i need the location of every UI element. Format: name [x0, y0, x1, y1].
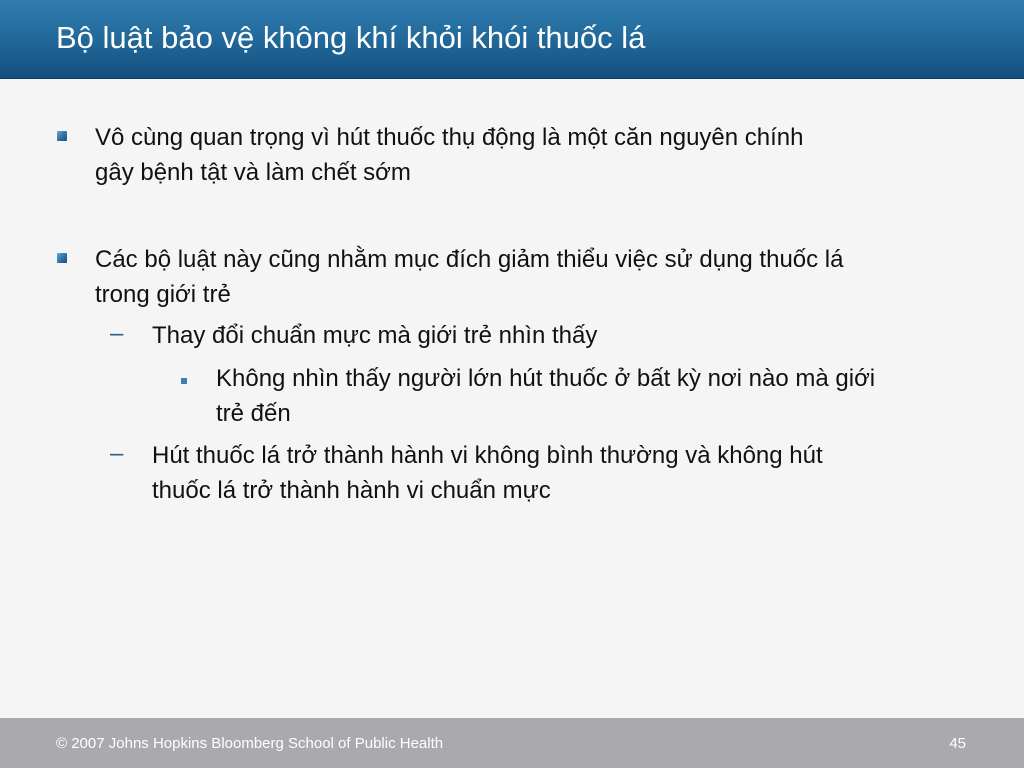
dash-bullet-icon: – — [110, 440, 124, 467]
bullet-square-icon — [57, 253, 67, 263]
small-square-bullet-icon — [181, 378, 187, 384]
bullet-2-line-1: Các bộ luật này cũng nhằm mục đích giảm thiểu việc sử dụng thuốc lá — [95, 246, 844, 273]
sub-bullet-1-line-1: Thay đổi chuẩn mực mà giới trẻ nhìn thấy — [152, 322, 598, 349]
slide-title: Bộ luật bảo vệ không khí khỏi khói thuốc lá — [56, 20, 646, 55]
bullet-1-line-2: gây bệnh tật và làm chết sớm — [95, 159, 411, 186]
title-bar — [0, 0, 1024, 79]
footer-bar — [0, 718, 1024, 768]
sub-bullet-2-line-1: Hút thuốc lá trở thành hành vi không bình thường và không hút — [152, 442, 823, 469]
dash-bullet-icon: – — [110, 320, 124, 347]
sub-bullet-2-line-2: thuốc lá trở thành hành vi chuẩn mực — [152, 477, 551, 504]
copyright-notice: © 2007 Johns Hopkins Bloomberg School of Public Health — [56, 735, 444, 752]
sub-sub-bullet-line-1: Không nhìn thấy người lớn hút thuốc ở bất kỳ nơi nào mà giới — [216, 365, 876, 392]
bullet-1-line-1: Vô cùng quan trọng vì hút thuốc thụ động là một căn nguyên chính — [95, 124, 804, 151]
page-number: 45 — [949, 735, 966, 752]
bullet-square-icon — [57, 131, 67, 141]
sub-sub-bullet-line-2: trẻ đến — [216, 400, 291, 427]
bullet-2-line-2: trong giới trẻ — [95, 281, 231, 308]
